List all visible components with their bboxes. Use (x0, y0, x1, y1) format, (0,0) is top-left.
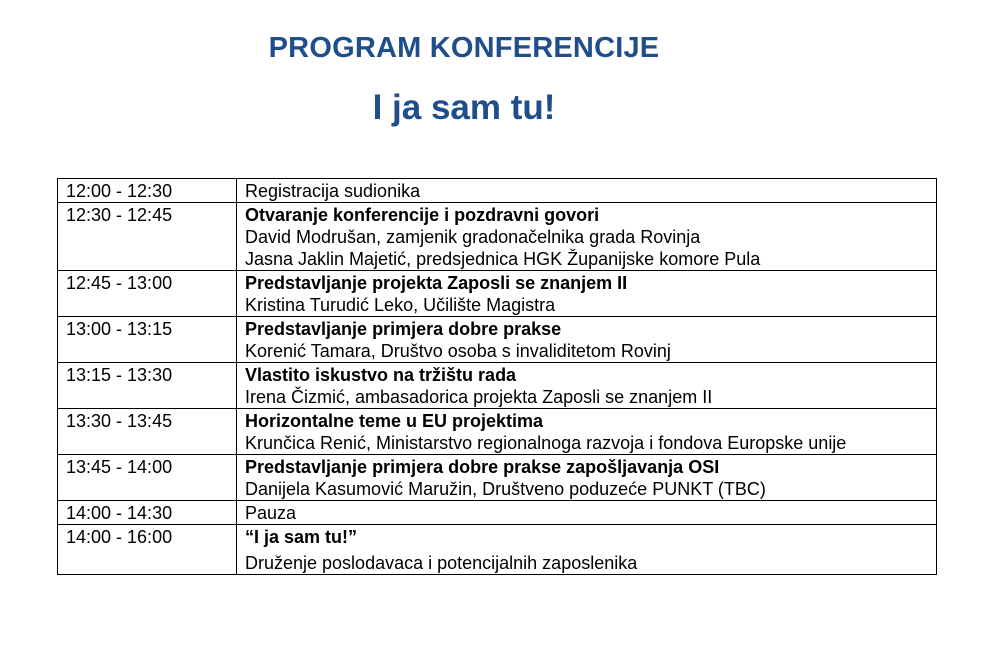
session-line: Pauza (245, 503, 297, 523)
table-row (58, 179, 937, 203)
table-row (58, 203, 937, 271)
session-cell (237, 271, 937, 317)
session-cell (237, 409, 937, 455)
session-line: Danijela Kasumović Maružin, Društveno poduzeće PUNKT (TBC) (245, 479, 766, 499)
page-subtitle: I ja sam tu! (372, 88, 556, 127)
session-title: Horizontalne teme u EU projektima (245, 411, 544, 431)
session-title: “I ja sam tu!” (245, 527, 358, 547)
session-title: Predstavljanje primjera dobre prakse zapošljavanja OSI (245, 457, 720, 477)
time-cell: 14:00 - 16:00 (58, 525, 237, 575)
session-line: Kristina Turudić Leko, Učilište Magistra (245, 295, 556, 315)
table-row (58, 271, 937, 317)
table-row (58, 501, 937, 525)
session-cell (237, 455, 937, 501)
time-cell: 14:00 - 14:30 (58, 501, 237, 525)
time-cell: 12:45 - 13:00 (58, 271, 237, 317)
time-cell: 13:15 - 13:30 (58, 363, 237, 409)
session-line: David Modrušan, zamjenik gradonačelnika grada Rovinja (245, 227, 701, 247)
program-table (57, 178, 937, 575)
time-cell: 13:45 - 14:00 (58, 455, 237, 501)
time-cell: 13:00 - 13:15 (58, 317, 237, 363)
session-cell (237, 203, 937, 271)
session-line: Registracija sudionika (245, 181, 421, 201)
session-title: Vlastito iskustvo na tržištu rada (245, 365, 517, 385)
session-cell (237, 179, 937, 203)
table-row (58, 317, 937, 363)
time-cell: 12:30 - 12:45 (58, 203, 237, 271)
time-cell: 12:00 - 12:30 (58, 179, 237, 203)
table-row (58, 525, 937, 575)
session-title: Otvaranje konferencije i pozdravni govori (245, 205, 600, 225)
session-title: Predstavljanje primjera dobre prakse (245, 319, 562, 339)
table-row (58, 455, 937, 501)
session-line: Korenić Tamara, Društvo osoba s invaliditetom Rovinj (245, 341, 671, 361)
session-cell (237, 525, 937, 575)
page-title: PROGRAM KONFERENCIJE (268, 32, 660, 64)
session-title: Predstavljanje projekta Zaposli se znanjem II (245, 273, 628, 293)
session-line: Irena Čizmić, ambasadorica projekta Zaposli se znanjem II (245, 387, 713, 407)
session-cell (237, 363, 937, 409)
session-line: Krunčica Renić, Ministarstvo regionalnoga razvoja i fondova Europske unije (245, 433, 847, 453)
time-cell: 13:30 - 13:45 (58, 409, 237, 455)
table-row (58, 363, 937, 409)
session-cell (237, 317, 937, 363)
table-row (58, 409, 937, 455)
session-cell (237, 501, 937, 525)
session-line: Druženje poslodavaca i potencijalnih zaposlenika (245, 553, 638, 573)
session-line: Jasna Jaklin Majetić, predsjednica HGK Županijske komore Pula (245, 249, 761, 269)
